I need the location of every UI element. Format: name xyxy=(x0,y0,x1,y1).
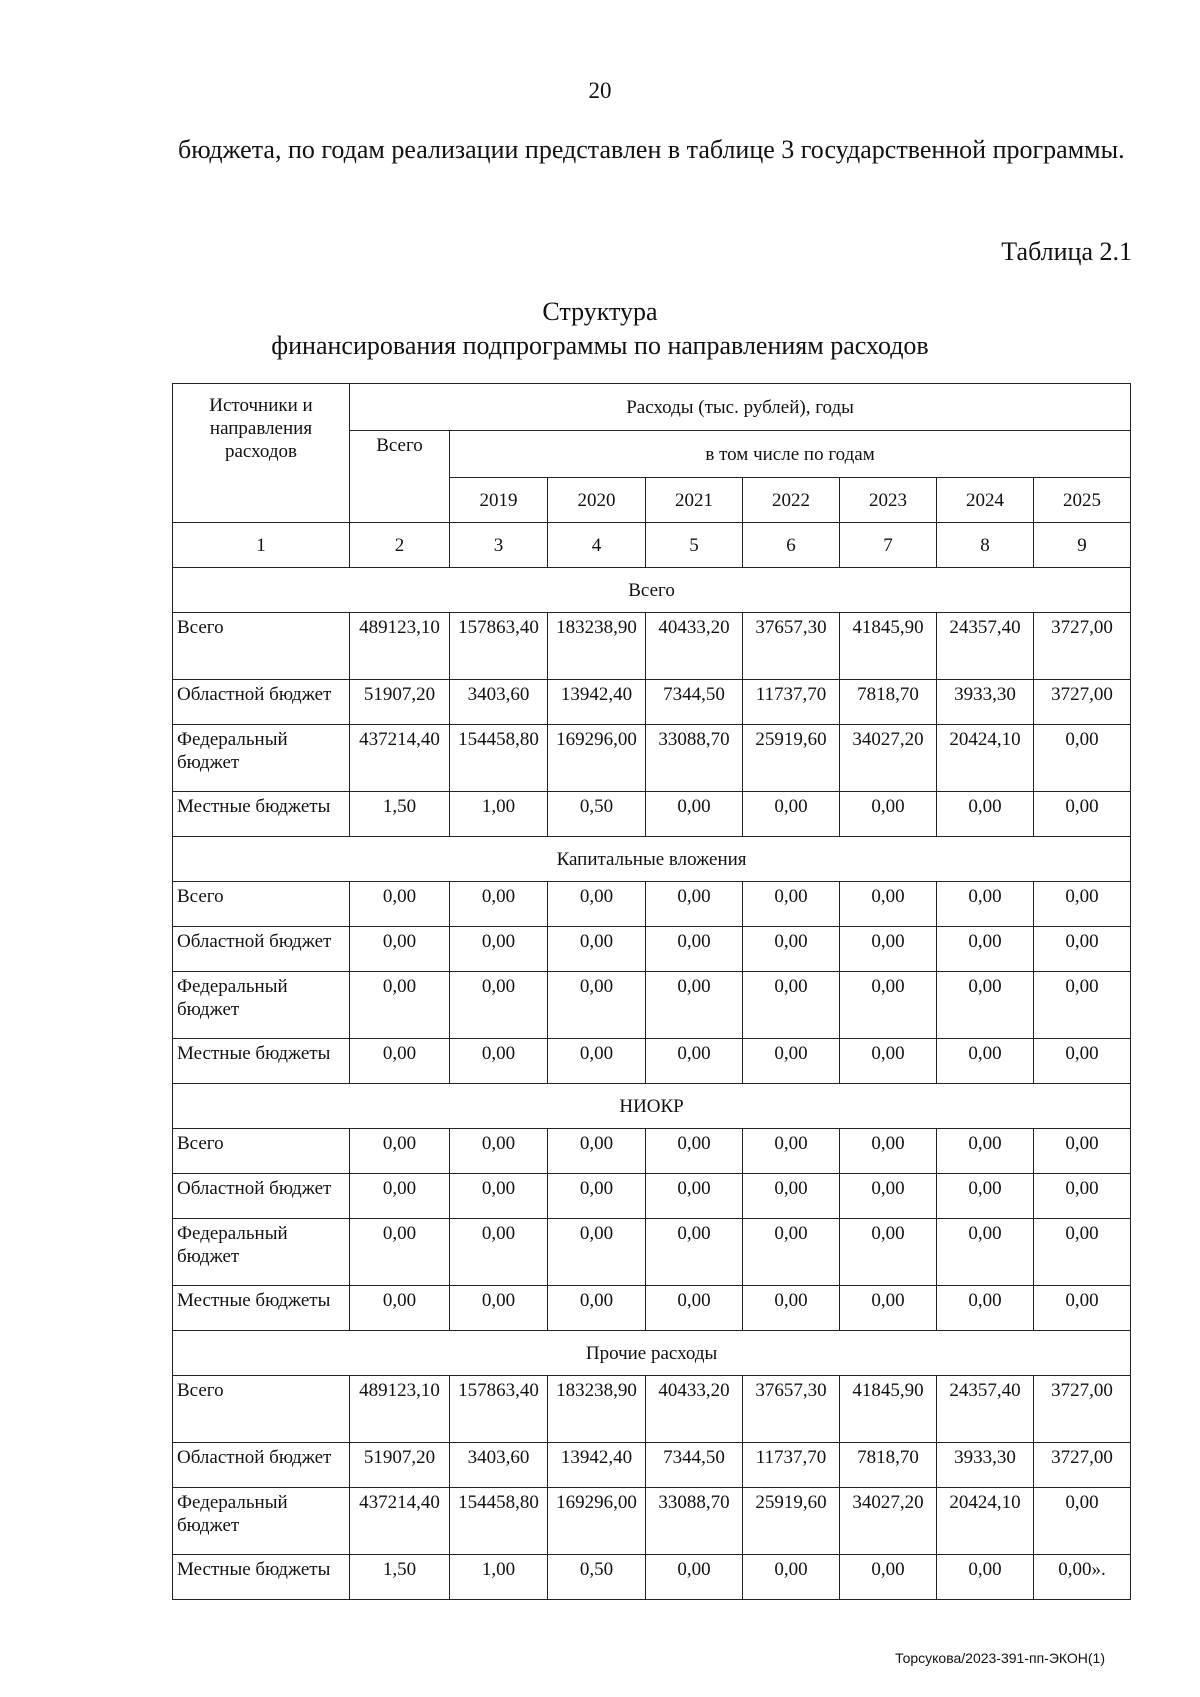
document-code: Торсукова/2023-391-пп-ЭКОН(1) xyxy=(895,1650,1105,1666)
table-row xyxy=(173,680,1131,725)
year-value-cell: 33088,70 xyxy=(646,725,743,792)
table-row xyxy=(173,792,1131,837)
table-number: Таблица 2.1 xyxy=(1001,237,1132,266)
year-value-cell: 0,00 xyxy=(1034,882,1131,927)
header-sources: Источники и направления расходов xyxy=(173,384,350,523)
table-row xyxy=(173,1039,1131,1084)
year-value-cell: 0,00 xyxy=(743,972,840,1039)
table-row xyxy=(173,725,1131,792)
intro-paragraph: бюджета, по годам реализации представлен в таблице 3 государственной программы. xyxy=(178,135,1125,164)
year-value-cell: 3727,00 xyxy=(1034,613,1131,680)
year-value-cell: 41845,90 xyxy=(840,613,937,680)
year-value-cell: 0,00 xyxy=(450,972,548,1039)
year-value-cell: 0,00 xyxy=(548,1174,646,1219)
table-row xyxy=(173,1443,1131,1488)
column-number: 4 xyxy=(548,523,646,568)
year-value-cell: 0,00 xyxy=(450,1174,548,1219)
year-value-cell: 7818,70 xyxy=(840,680,937,725)
year-header: 2023 xyxy=(840,478,937,523)
year-value-cell: 0,00 xyxy=(743,1219,840,1286)
year-value-cell: 1,00 xyxy=(450,1555,548,1600)
year-value-cell: 183238,90 xyxy=(548,613,646,680)
year-value-cell: 37657,30 xyxy=(743,613,840,680)
row-label: Местные бюджеты xyxy=(173,792,350,837)
year-value-cell: 0,00 xyxy=(1034,1286,1131,1331)
total-cell: 0,00 xyxy=(350,927,450,972)
year-value-cell: 157863,40 xyxy=(450,1376,548,1443)
table-row xyxy=(173,927,1131,972)
column-numbers-row xyxy=(173,523,1131,568)
table-title xyxy=(0,295,1200,363)
total-cell: 489123,10 xyxy=(350,1376,450,1443)
year-value-cell: 0,00 xyxy=(840,1039,937,1084)
year-value-cell: 0,00 xyxy=(743,927,840,972)
row-label: Областной бюджет xyxy=(173,927,350,972)
section-row xyxy=(173,1084,1131,1129)
year-value-cell: 0,00 xyxy=(450,927,548,972)
row-label: Местные бюджеты xyxy=(173,1555,350,1600)
year-value-cell: 13942,40 xyxy=(548,680,646,725)
row-label: Всего xyxy=(173,882,350,927)
year-value-cell: 0,00 xyxy=(548,972,646,1039)
table-title-line-1: Структура xyxy=(542,297,658,326)
year-value-cell: 0,00 xyxy=(840,927,937,972)
year-header: 2025 xyxy=(1034,478,1131,523)
year-value-cell: 0,00 xyxy=(840,1555,937,1600)
year-value-cell: 0,00 xyxy=(1034,927,1131,972)
year-value-cell: 0,00 xyxy=(840,1219,937,1286)
year-value-cell: 0,00 xyxy=(937,972,1034,1039)
total-cell: 437214,40 xyxy=(350,725,450,792)
section-title: Всего xyxy=(173,568,1131,613)
year-value-cell: 7818,70 xyxy=(840,1443,937,1488)
total-cell: 1,50 xyxy=(350,1555,450,1600)
total-cell: 51907,20 xyxy=(350,680,450,725)
header-total: Всего xyxy=(350,431,450,523)
year-value-cell: 40433,20 xyxy=(646,1376,743,1443)
year-value-cell: 0,00 xyxy=(743,1174,840,1219)
column-number: 7 xyxy=(840,523,937,568)
year-value-cell: 0,00 xyxy=(1034,792,1131,837)
year-value-cell: 0,00 xyxy=(646,972,743,1039)
year-value-cell: 157863,40 xyxy=(450,613,548,680)
year-value-cell: 0,00 xyxy=(743,792,840,837)
year-value-cell: 0,00 xyxy=(937,1286,1034,1331)
year-value-cell: 0,00 xyxy=(937,1555,1034,1600)
row-label: Федеральный бюджет xyxy=(173,1219,350,1286)
year-value-cell: 0,00 xyxy=(548,927,646,972)
year-value-cell: 0,00 xyxy=(646,1286,743,1331)
row-label: Всего xyxy=(173,613,350,680)
table-row xyxy=(173,1129,1131,1174)
year-value-cell: 183238,90 xyxy=(548,1376,646,1443)
section-row xyxy=(173,1331,1131,1376)
year-value-cell: 0,00 xyxy=(840,1174,937,1219)
row-label: Местные бюджеты xyxy=(173,1286,350,1331)
column-number: 3 xyxy=(450,523,548,568)
year-value-cell: 154458,80 xyxy=(450,725,548,792)
year-value-cell: 0,00». xyxy=(1034,1555,1131,1600)
year-value-cell: 0,00 xyxy=(646,1555,743,1600)
year-value-cell: 0,00 xyxy=(450,1129,548,1174)
year-value-cell: 0,00 xyxy=(1034,1174,1131,1219)
year-value-cell: 11737,70 xyxy=(743,1443,840,1488)
year-value-cell: 0,00 xyxy=(743,1286,840,1331)
year-value-cell: 3727,00 xyxy=(1034,1443,1131,1488)
column-number: 1 xyxy=(173,523,350,568)
total-cell: 0,00 xyxy=(350,882,450,927)
year-value-cell: 0,00 xyxy=(1034,1039,1131,1084)
total-cell: 0,00 xyxy=(350,1039,450,1084)
year-value-cell: 25919,60 xyxy=(743,725,840,792)
year-value-cell: 154458,80 xyxy=(450,1488,548,1555)
year-value-cell: 0,00 xyxy=(1034,972,1131,1039)
total-cell: 0,00 xyxy=(350,1174,450,1219)
total-cell: 0,00 xyxy=(350,1129,450,1174)
year-value-cell: 0,00 xyxy=(548,1129,646,1174)
year-value-cell: 34027,20 xyxy=(840,1488,937,1555)
year-value-cell: 0,00 xyxy=(1034,1219,1131,1286)
year-value-cell: 0,00 xyxy=(646,792,743,837)
table-row xyxy=(173,882,1131,927)
row-label: Областной бюджет xyxy=(173,1443,350,1488)
year-value-cell: 0,00 xyxy=(646,1039,743,1084)
year-value-cell: 0,00 xyxy=(937,882,1034,927)
year-value-cell: 0,00 xyxy=(840,792,937,837)
year-value-cell: 3403,60 xyxy=(450,680,548,725)
table-title-line-2: финансирования подпрограммы по направлениям расходов xyxy=(271,331,929,360)
section-title: НИОКР xyxy=(173,1084,1131,1129)
year-value-cell: 0,00 xyxy=(937,1129,1034,1174)
year-value-cell: 0,00 xyxy=(743,1039,840,1084)
year-value-cell: 20424,10 xyxy=(937,725,1034,792)
year-value-cell: 0,00 xyxy=(1034,725,1131,792)
year-value-cell: 169296,00 xyxy=(548,1488,646,1555)
financing-table xyxy=(172,383,1131,1600)
total-cell: 0,00 xyxy=(350,972,450,1039)
header-by-years: в том числе по годам xyxy=(450,431,1131,478)
row-label: Всего xyxy=(173,1129,350,1174)
year-value-cell: 0,00 xyxy=(646,1174,743,1219)
total-cell: 51907,20 xyxy=(350,1443,450,1488)
row-label: Федеральный бюджет xyxy=(173,972,350,1039)
year-value-cell: 0,00 xyxy=(450,1286,548,1331)
year-value-cell: 37657,30 xyxy=(743,1376,840,1443)
year-header: 2021 xyxy=(646,478,743,523)
year-value-cell: 0,00 xyxy=(548,882,646,927)
row-label: Местные бюджеты xyxy=(173,1039,350,1084)
year-value-cell: 0,00 xyxy=(840,1129,937,1174)
row-label: Всего xyxy=(173,1376,350,1443)
year-value-cell: 0,50 xyxy=(548,792,646,837)
total-cell: 0,00 xyxy=(350,1286,450,1331)
year-value-cell: 34027,20 xyxy=(840,725,937,792)
year-value-cell: 3403,60 xyxy=(450,1443,548,1488)
year-header: 2019 xyxy=(450,478,548,523)
column-number: 2 xyxy=(350,523,450,568)
year-value-cell: 0,00 xyxy=(840,882,937,927)
year-value-cell: 0,00 xyxy=(646,927,743,972)
year-value-cell: 13942,40 xyxy=(548,1443,646,1488)
year-value-cell: 20424,10 xyxy=(937,1488,1034,1555)
year-value-cell: 0,00 xyxy=(840,972,937,1039)
year-value-cell: 0,00 xyxy=(1034,1129,1131,1174)
section-title: Прочие расходы xyxy=(173,1331,1131,1376)
year-value-cell: 0,00 xyxy=(450,1039,548,1084)
table-row xyxy=(173,1219,1131,1286)
year-value-cell: 0,00 xyxy=(937,792,1034,837)
row-label: Федеральный бюджет xyxy=(173,1488,350,1555)
year-value-cell: 7344,50 xyxy=(646,1443,743,1488)
column-number: 9 xyxy=(1034,523,1131,568)
column-number: 5 xyxy=(646,523,743,568)
total-cell: 489123,10 xyxy=(350,613,450,680)
year-value-cell: 3933,30 xyxy=(937,1443,1034,1488)
year-header: 2022 xyxy=(743,478,840,523)
table-row xyxy=(173,613,1131,680)
page-number: 20 xyxy=(588,78,612,103)
year-value-cell: 3727,00 xyxy=(1034,680,1131,725)
column-number: 6 xyxy=(743,523,840,568)
year-value-cell: 0,00 xyxy=(548,1286,646,1331)
year-value-cell: 0,00 xyxy=(1034,1488,1131,1555)
year-value-cell: 0,00 xyxy=(743,1129,840,1174)
year-value-cell: 41845,90 xyxy=(840,1376,937,1443)
year-value-cell: 0,00 xyxy=(646,1219,743,1286)
year-value-cell: 0,00 xyxy=(450,882,548,927)
section-title: Капитальные вложения xyxy=(173,837,1131,882)
year-value-cell: 0,00 xyxy=(937,1039,1034,1084)
table-row xyxy=(173,1376,1131,1443)
header-expenses: Расходы (тыс. рублей), годы xyxy=(350,384,1131,431)
year-value-cell: 24357,40 xyxy=(937,613,1034,680)
table-row xyxy=(173,1174,1131,1219)
year-value-cell: 3727,00 xyxy=(1034,1376,1131,1443)
year-value-cell: 33088,70 xyxy=(646,1488,743,1555)
year-value-cell: 0,00 xyxy=(646,1129,743,1174)
header-row-1 xyxy=(173,384,1131,431)
table-row xyxy=(173,1488,1131,1555)
year-value-cell: 0,00 xyxy=(937,1219,1034,1286)
year-header: 2024 xyxy=(937,478,1034,523)
year-header: 2020 xyxy=(548,478,646,523)
year-value-cell: 0,00 xyxy=(743,1555,840,1600)
year-value-cell: 1,00 xyxy=(450,792,548,837)
year-value-cell: 0,50 xyxy=(548,1555,646,1600)
year-value-cell: 0,00 xyxy=(743,882,840,927)
year-value-cell: 0,00 xyxy=(450,1219,548,1286)
year-value-cell: 169296,00 xyxy=(548,725,646,792)
year-value-cell: 25919,60 xyxy=(743,1488,840,1555)
year-value-cell: 7344,50 xyxy=(646,680,743,725)
section-row xyxy=(173,837,1131,882)
year-value-cell: 3933,30 xyxy=(937,680,1034,725)
year-value-cell: 0,00 xyxy=(646,882,743,927)
year-value-cell: 0,00 xyxy=(548,1219,646,1286)
table-body xyxy=(173,384,1131,1600)
year-value-cell: 11737,70 xyxy=(743,680,840,725)
total-cell: 437214,40 xyxy=(350,1488,450,1555)
table-row xyxy=(173,1286,1131,1331)
total-cell: 0,00 xyxy=(350,1219,450,1286)
year-value-cell: 0,00 xyxy=(937,1174,1034,1219)
year-value-cell: 0,00 xyxy=(548,1039,646,1084)
table-row xyxy=(173,972,1131,1039)
year-value-cell: 40433,20 xyxy=(646,613,743,680)
table-row xyxy=(173,1555,1131,1600)
year-value-cell: 0,00 xyxy=(937,927,1034,972)
year-value-cell: 0,00 xyxy=(840,1286,937,1331)
row-label: Федеральный бюджет xyxy=(173,725,350,792)
row-label: Областной бюджет xyxy=(173,680,350,725)
row-label: Областной бюджет xyxy=(173,1174,350,1219)
column-number: 8 xyxy=(937,523,1034,568)
year-value-cell: 24357,40 xyxy=(937,1376,1034,1443)
section-row xyxy=(173,568,1131,613)
total-cell: 1,50 xyxy=(350,792,450,837)
